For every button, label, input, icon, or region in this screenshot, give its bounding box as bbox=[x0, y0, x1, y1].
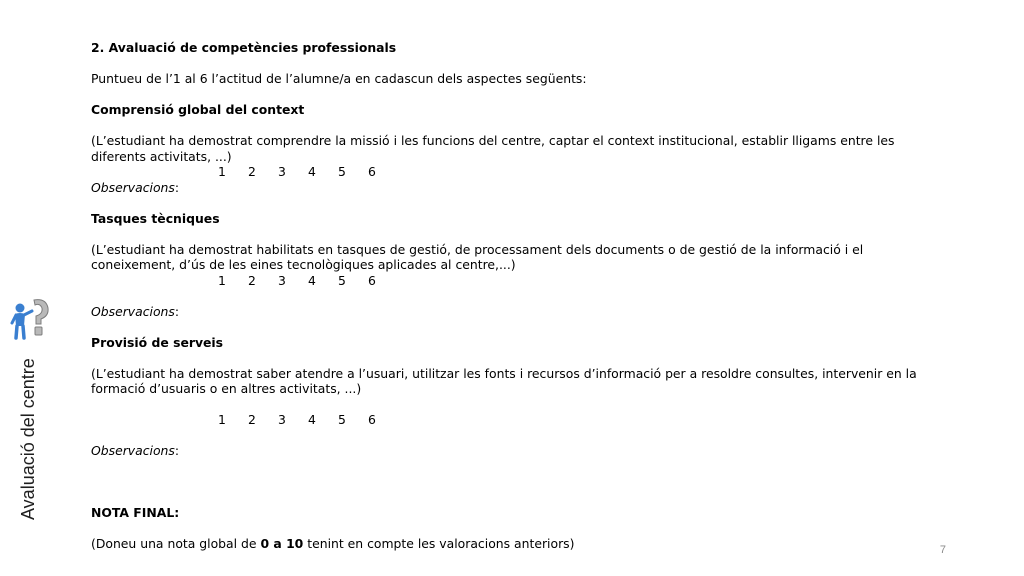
final-range: 0 a 10 bbox=[260, 536, 304, 551]
rating-option[interactable]: 6 bbox=[368, 164, 376, 179]
rating-option[interactable]: 1 bbox=[218, 412, 226, 427]
rating-option[interactable]: 1 bbox=[218, 164, 226, 179]
rating-option[interactable]: 2 bbox=[248, 412, 256, 427]
rating-scale[interactable] bbox=[91, 164, 931, 180]
rating-option[interactable]: 5 bbox=[338, 412, 346, 427]
criterion-title: Provisió de serveis bbox=[91, 334, 224, 350]
final-suffix: tenint en compte les valoracions anteriors) bbox=[303, 536, 575, 551]
section-heading: 2. Avaluació de competències professionals bbox=[91, 40, 397, 55]
observations-colon: : bbox=[174, 443, 180, 458]
rating-option[interactable]: 5 bbox=[338, 164, 346, 179]
criterion-title: Tasques tècniques bbox=[91, 210, 220, 226]
rating-option[interactable]: 3 bbox=[278, 272, 286, 288]
rating-option[interactable]: 6 bbox=[368, 272, 376, 288]
observations-label: Observacions bbox=[91, 443, 175, 458]
rating-option[interactable]: 4 bbox=[308, 164, 316, 179]
side-title: Avaluació del centre bbox=[18, 358, 38, 520]
evaluation-form bbox=[91, 40, 931, 552]
rating-option[interactable]: 6 bbox=[368, 412, 376, 427]
rating-option[interactable]: 2 bbox=[248, 272, 256, 288]
final-grade-instructions bbox=[91, 536, 931, 552]
criterion-title: Comprensió global del context bbox=[91, 102, 305, 117]
person-with-question-mark-icon bbox=[10, 296, 52, 342]
observations-field[interactable] bbox=[91, 443, 931, 459]
final-prefix: (Doneu una nota global de bbox=[91, 536, 261, 551]
rating-option[interactable]: 4 bbox=[308, 412, 316, 427]
observations-colon: : bbox=[174, 179, 180, 195]
rating-option[interactable]: 2 bbox=[248, 164, 256, 179]
criterion-description: (L’estudiant ha demostrat comprendre la missió i les funcions del centre, captar el context institucional, establir lligams entre les diferents activitats, ...) bbox=[91, 133, 899, 164]
observations-colon: : bbox=[174, 303, 180, 319]
rating-option[interactable]: 3 bbox=[278, 412, 286, 427]
instructions-text: Puntueu de l’1 al 6 l’actitud de l’alumne/a en cadascun dels aspectes següents: bbox=[91, 71, 587, 86]
rating-option[interactable]: 3 bbox=[278, 164, 286, 179]
observations-label: Observacions bbox=[91, 303, 175, 319]
rating-option[interactable]: 1 bbox=[218, 272, 226, 288]
rating-option[interactable]: 5 bbox=[338, 272, 346, 288]
criterion-description: (L’estudiant ha demostrat saber atendre a l’usuari, utilitzar les fonts i recursos d’informació per a resoldre consultes, intervenir en la formació d’usuaris o en altres activitats, ...) bbox=[91, 365, 921, 396]
observations-field[interactable] bbox=[91, 180, 931, 196]
criterion-description: (L’estudiant ha demostrat habilitats en tasques de gestió, de processament dels documents o de gestió de la informació i el coneixement, d’ús de les eines tecnològiques aplicades al centre,...) bbox=[91, 241, 868, 272]
observations-label: Observacions bbox=[91, 179, 175, 195]
final-grade-title: NOTA FINAL: bbox=[91, 505, 180, 520]
rating-option[interactable]: 4 bbox=[308, 272, 316, 288]
rating-scale[interactable] bbox=[91, 412, 931, 428]
rating-scale[interactable] bbox=[91, 273, 931, 289]
page-number: 7 bbox=[939, 544, 946, 556]
observations-field[interactable] bbox=[91, 304, 931, 320]
